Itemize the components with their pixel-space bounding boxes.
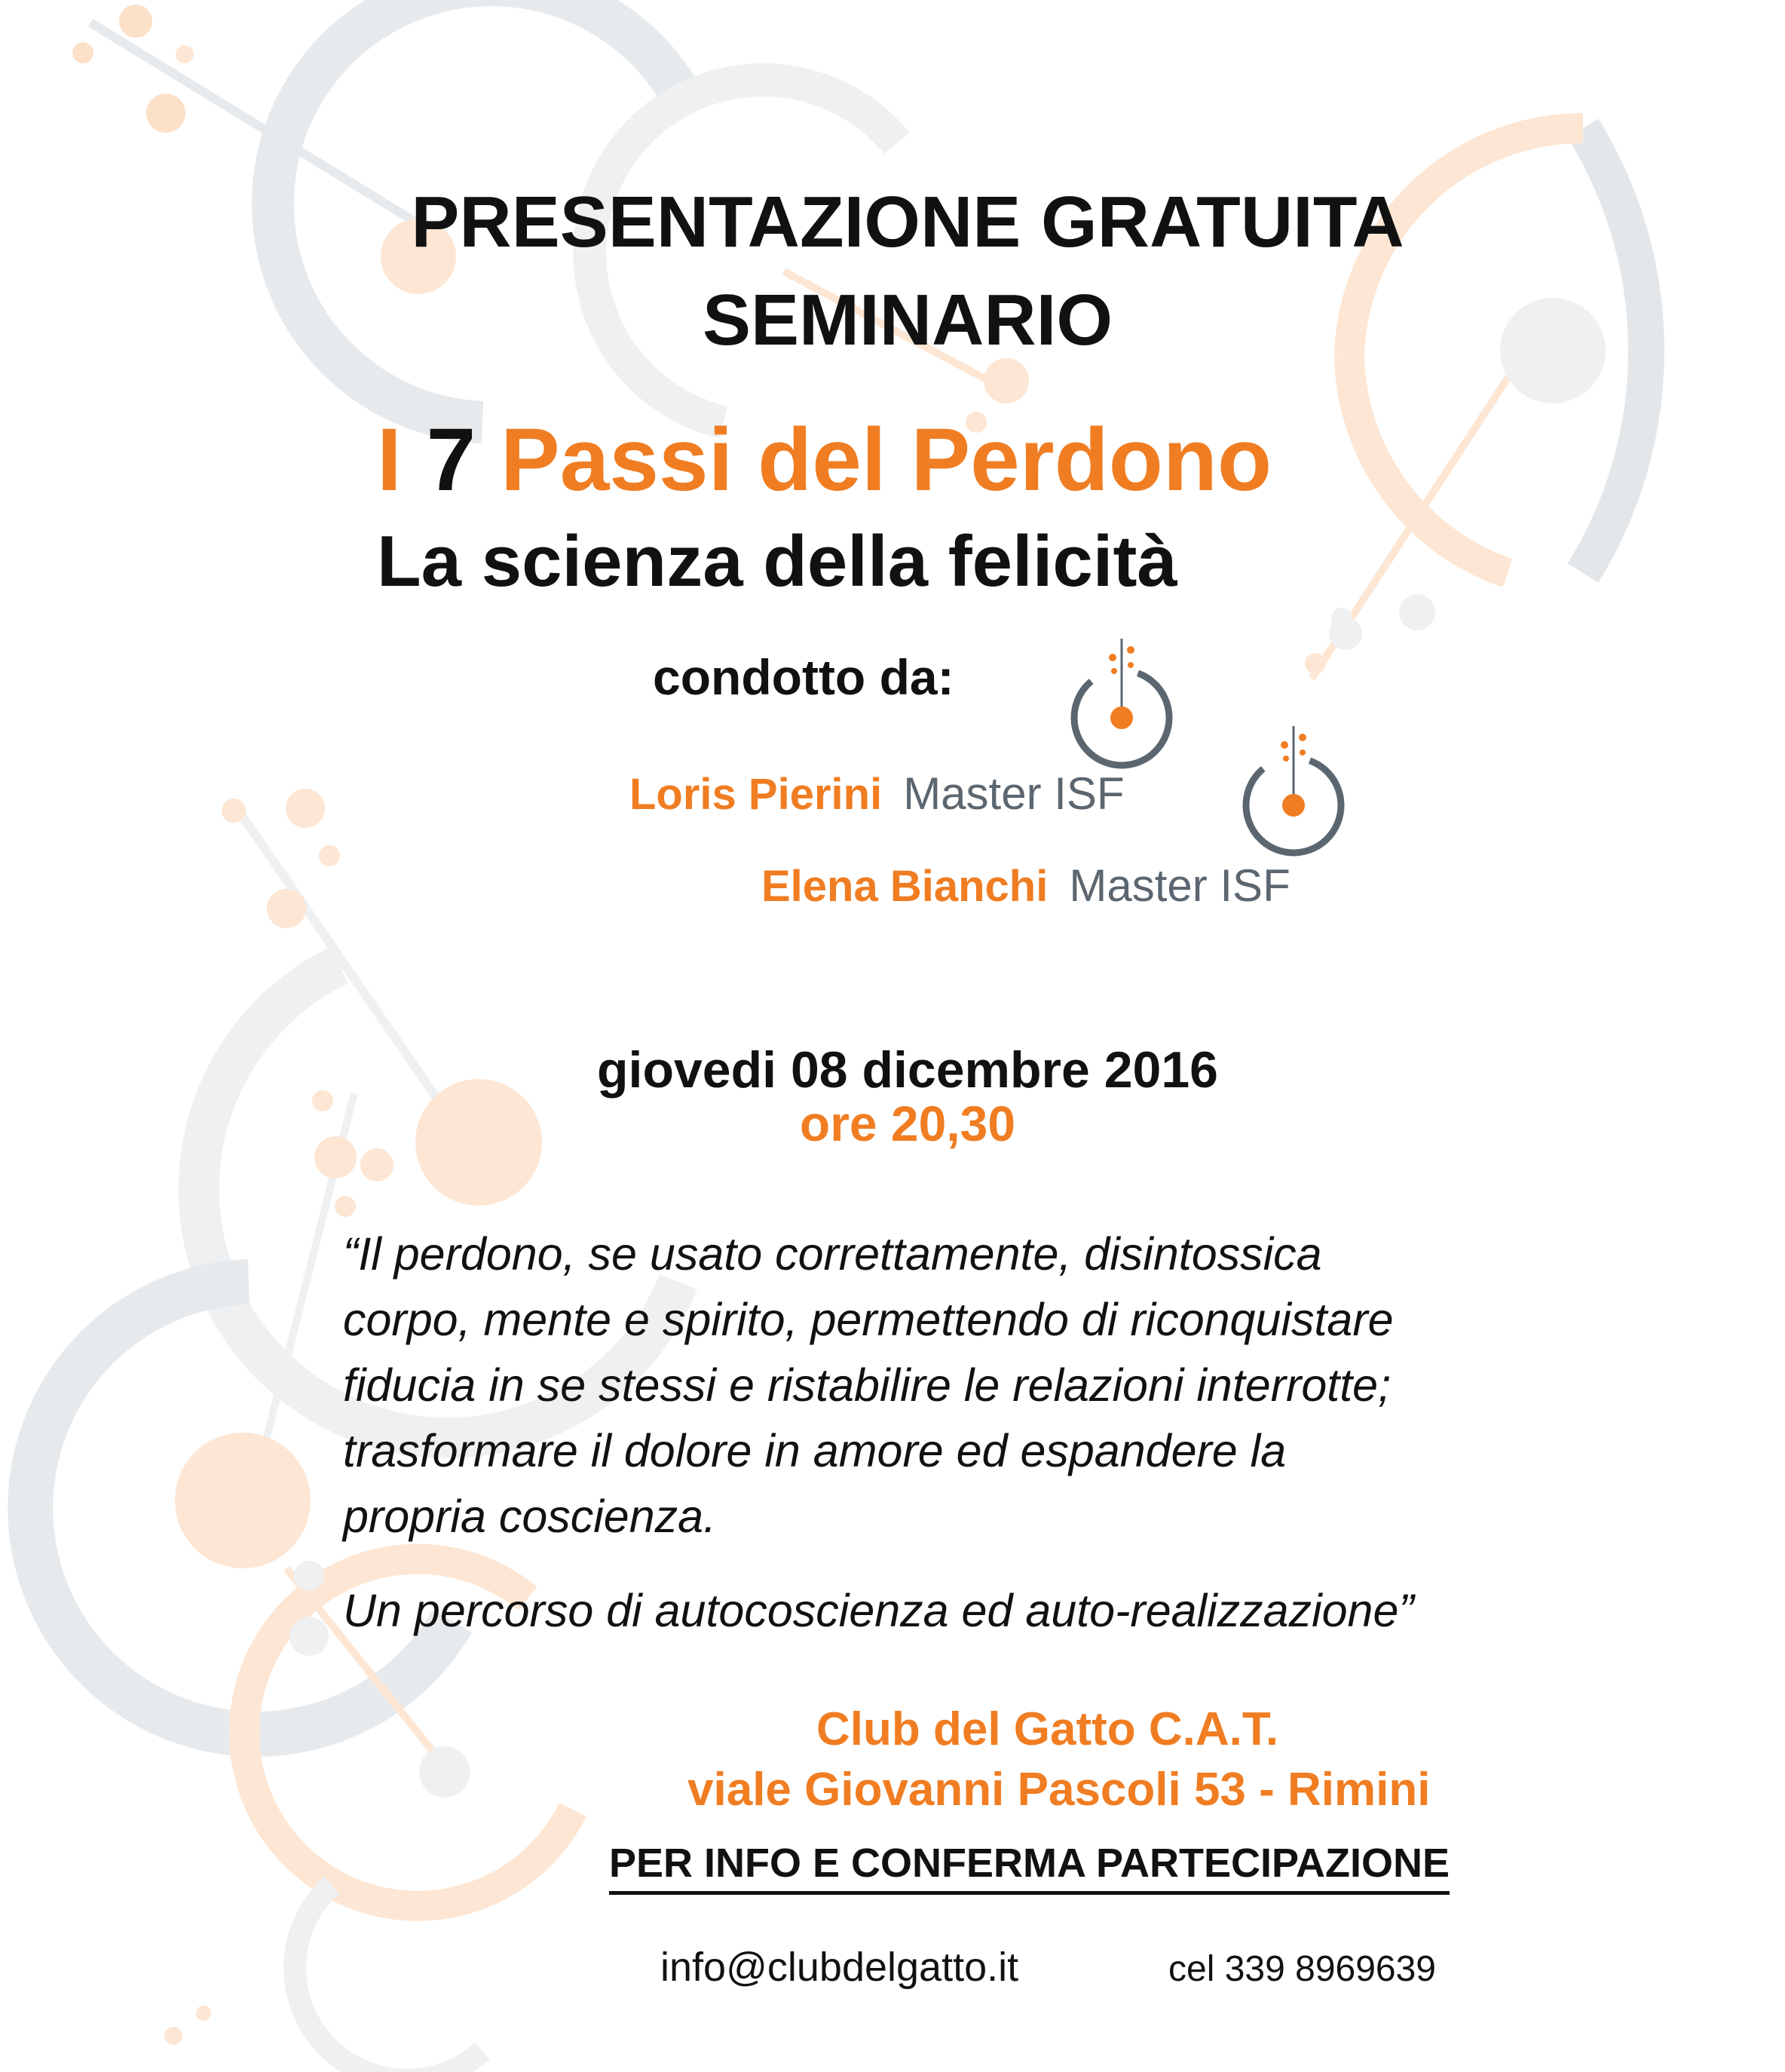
quote-closing: Un percorso di autocoscienza ed auto-realizzazione” bbox=[343, 1585, 1414, 1636]
presenter-name: Elena Bianchi bbox=[761, 862, 1049, 911]
quote-line: propria coscienza. bbox=[343, 1491, 717, 1542]
presenters-intro: condotto da: bbox=[653, 649, 954, 705]
contact-email[interactable]: info@clubdelgatto.it bbox=[660, 1945, 1019, 1990]
presenter-title: Master ISF bbox=[1069, 860, 1291, 911]
seminar-subtitle: La scienza della felicità bbox=[377, 521, 1177, 602]
isf-logo-icon bbox=[1233, 715, 1354, 858]
quote-block bbox=[343, 1221, 1624, 1644]
presenter-title: Master ISF bbox=[903, 768, 1125, 819]
presenter-name: Loris Pierini bbox=[629, 770, 883, 819]
isf-logo-icon bbox=[1061, 627, 1182, 771]
presenter-2 bbox=[761, 860, 1291, 912]
headline-line-1: PRESENTAZIONE GRATUITA bbox=[411, 182, 1404, 262]
title-number: 7 bbox=[426, 410, 476, 510]
quote-line: fiducia in se stessi e ristabilire le relazioni interrotte; bbox=[343, 1359, 1392, 1411]
event-time: ore 20,30 bbox=[799, 1096, 1016, 1151]
presenter-1 bbox=[629, 768, 1125, 820]
seminar-title bbox=[377, 409, 1272, 511]
venue-name: Club del Gatto C.A.T. bbox=[816, 1703, 1279, 1755]
venue-address: viale Giovanni Pascoli 53 - Rimini bbox=[687, 1764, 1431, 1816]
quote-line: trasformare il dolore in amore ed espandere la bbox=[343, 1425, 1287, 1476]
info-heading: PER INFO E CONFERMA PARTECIPAZIONE bbox=[609, 1840, 1450, 1895]
quote-line: “Il perdono, se usato correttamente, disintossica bbox=[343, 1228, 1322, 1280]
title-prefix: I bbox=[377, 410, 402, 510]
contact-phone[interactable]: cel 339 8969639 bbox=[1168, 1949, 1436, 1989]
title-main: Passi del Perdono bbox=[501, 410, 1272, 510]
event-date: giovedi 08 dicembre 2016 bbox=[597, 1041, 1218, 1099]
quote-line: corpo, mente e spirito, permettendo di riconquistare bbox=[343, 1294, 1394, 1345]
headline-line-2: SEMINARIO bbox=[702, 280, 1113, 360]
